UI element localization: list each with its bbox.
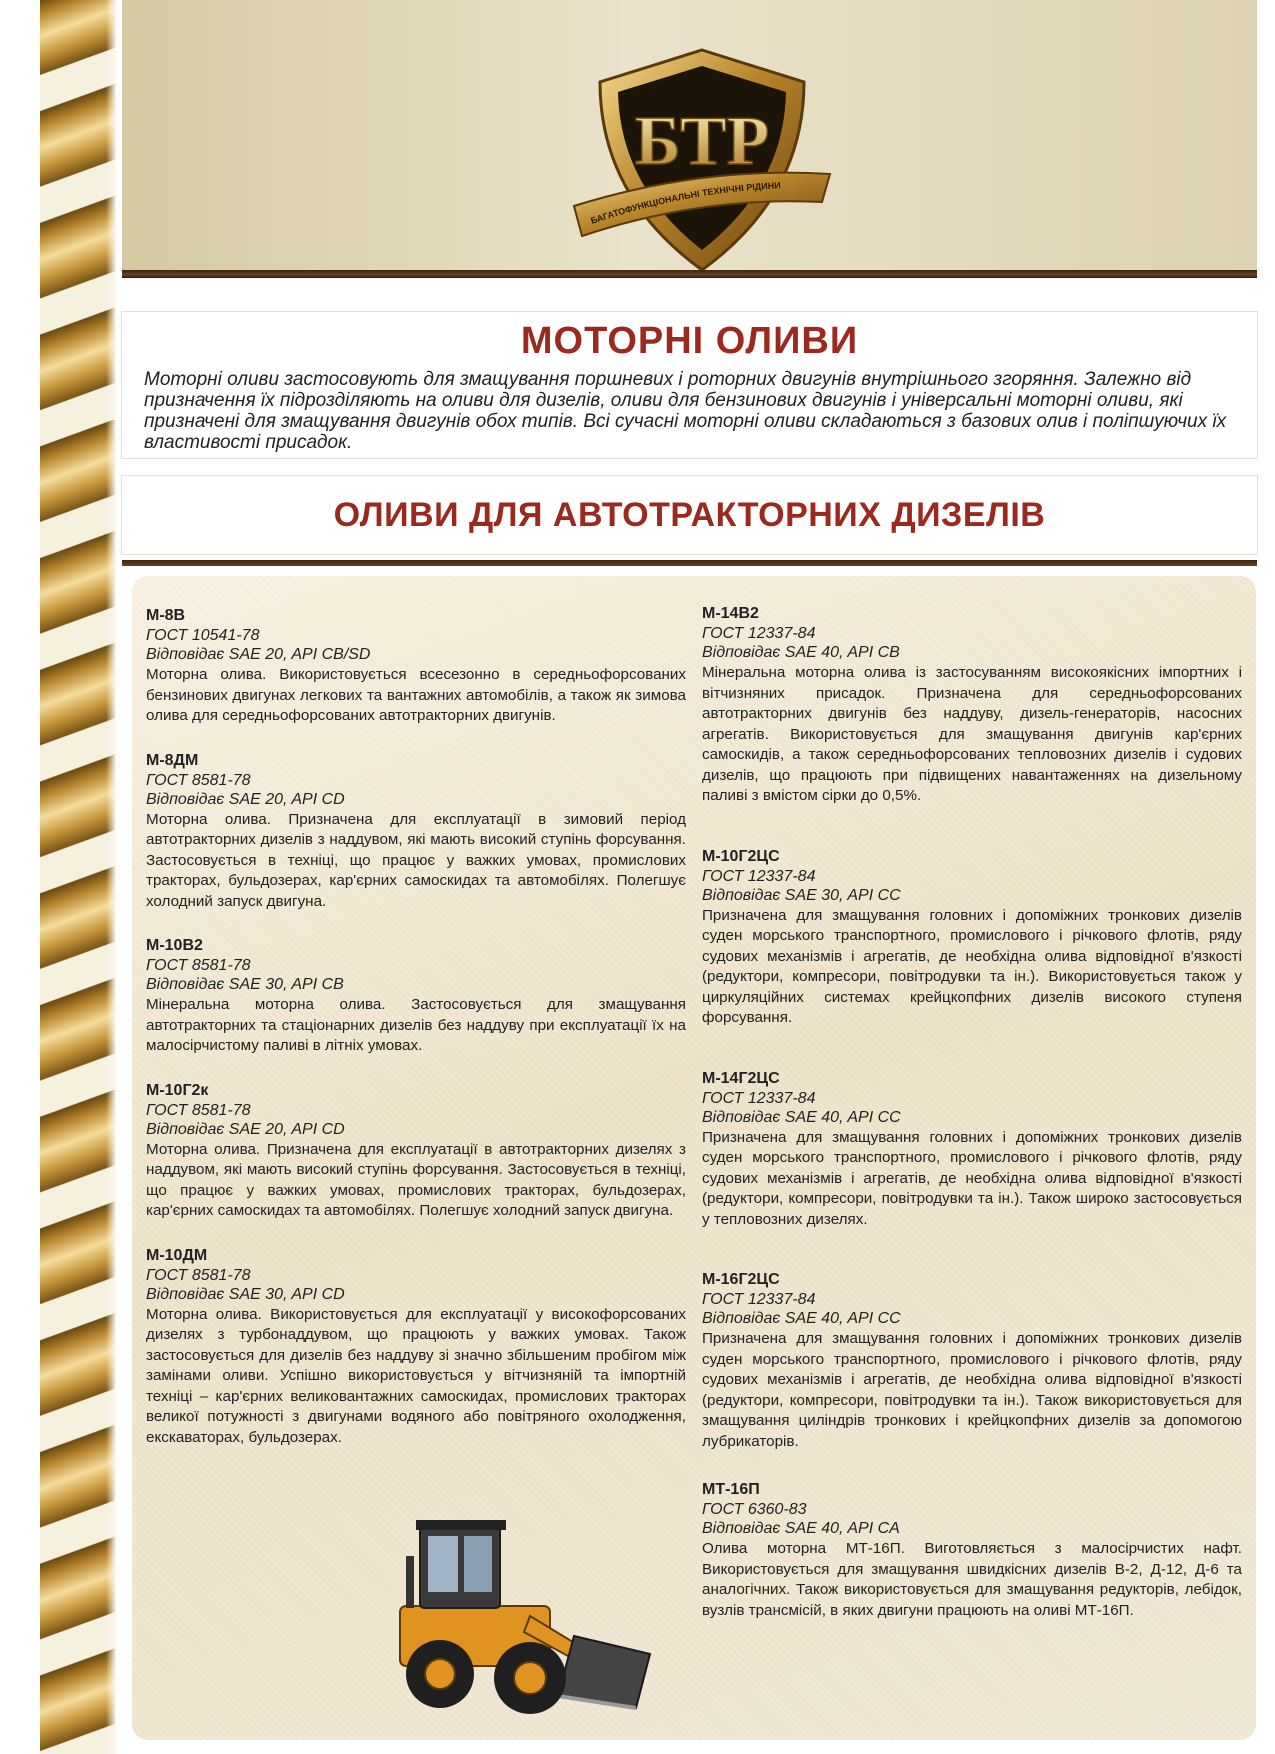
product-standard: ГОСТ 12337-84 bbox=[702, 1291, 816, 1308]
product-name: М-10ДМ bbox=[146, 1246, 208, 1264]
product-item bbox=[702, 1480, 1242, 1621]
product-spec: Відповідає SAE 20, API CD bbox=[146, 790, 345, 808]
product-description: Призначена для змащування головних і допоміжних тронкових дизелів суден морського транспортного, промислового і річкового флотів, ряду судових механізмів і агрегатів, де необхідна олива відповідної в'язкості (редуктори, компресори, повітродувки та ін.). Також використовується для змащування циліндрів тронкових і крейцкопфних дизелів за допомогою лубрикаторів. bbox=[702, 1330, 1242, 1450]
wheel-loader-illustration bbox=[360, 1486, 660, 1726]
product-standard: ГОСТ 6360-83 bbox=[702, 1501, 807, 1518]
product-standard: ГОСТ 8581-78 bbox=[146, 957, 251, 974]
product-description: Мінеральна моторна олива із застосуванням високоякісних імпортних і вітчизняних присадок. Призначена для середньофорсованих автотракторних двигунів без наддуву, дизель-генераторів, насосних агрегатів. Використовується для змащування двигунів кар'єрних самоскидів, а також середньофорсованих тепловозних дизелів і судових дизелів, що працюють при підвищених навантаженнях на дизельному паливі з вмістом сірки до 0,5%. bbox=[702, 664, 1242, 804]
product-name: М-16Г2ЦС bbox=[702, 1271, 780, 1288]
product-item bbox=[702, 604, 1242, 807]
product-name: М-10Г2к bbox=[146, 1081, 209, 1099]
decorative-gold-border bbox=[40, 0, 116, 1754]
product-item bbox=[146, 606, 686, 727]
product-item bbox=[146, 1081, 686, 1222]
header-divider bbox=[122, 270, 1257, 278]
product-spec: Відповідає SAE 20, API CB/SD bbox=[146, 646, 371, 663]
product-standard: ГОСТ 8581-78 bbox=[146, 1101, 251, 1119]
product-standard: ГОСТ 12337-84 bbox=[702, 625, 816, 642]
section-title: ОЛИВИ ДЛЯ АВТОТРАКТОРНИХ ДИЗЕЛІВ bbox=[333, 496, 1046, 534]
section-divider bbox=[122, 560, 1257, 566]
product-standard: ГОСТ 8581-78 bbox=[146, 771, 251, 789]
btr-logo bbox=[572, 46, 832, 278]
product-item bbox=[702, 847, 1242, 1029]
page-title: МОТОРНІ ОЛИВИ bbox=[520, 320, 859, 362]
product-description: Моторна олива. Використовується для експлуатації у високофорсованих дизелях з турбонаддувом, що працюють у важких умовах. Також застосовується для дизелів без наддуву зі значно збільшеним пробігом між замінами оливи. Успішно використовується у вітчизняній та імпортній техніці – кар'єрних великовантажних самоскидах, промислових тракторах великої потужності з двигунами водяного або повітряного охолодження, екскаваторах, бульдозерах. bbox=[146, 1305, 686, 1446]
logo-letters: БТР bbox=[634, 103, 770, 180]
products-column-right bbox=[702, 604, 1242, 1645]
product-name: М-8В bbox=[146, 607, 186, 624]
product-item bbox=[146, 751, 686, 913]
product-standard: ГОСТ 8581-78 bbox=[146, 1266, 251, 1284]
product-spec: Відповідає SAE 40, API CB bbox=[702, 644, 900, 661]
product-standard: ГОСТ 10541-78 bbox=[146, 627, 260, 644]
product-spec: Відповідає SAE 30, API CC bbox=[702, 886, 901, 904]
product-spec: Відповідає SAE 40, API CA bbox=[702, 1520, 900, 1537]
products-panel bbox=[132, 576, 1256, 1740]
product-spec: Відповідає SAE 40, API CC bbox=[702, 1310, 901, 1327]
product-standard: ГОСТ 12337-84 bbox=[702, 1089, 816, 1107]
product-name: М-10В2 bbox=[146, 937, 203, 954]
product-item bbox=[146, 936, 686, 1057]
product-name: М-8ДМ bbox=[146, 751, 199, 769]
product-spec: Відповідає SAE 30, API CB bbox=[146, 976, 344, 993]
product-item bbox=[146, 1246, 686, 1449]
product-description: Моторна олива. Використовується всесезонно в середньофорсованих бензинових двигунах легкових та вантажних автомобілів, а також як зимова олива для середньофорсованих автотракторних двигунів. bbox=[146, 666, 686, 724]
product-description: Олива моторна МТ-16П. Виготовляється з малосірчистих нафт. Використовується для змащування швидкісних дизелів В-2, Д-12, Д-6 та аналогічних. Також використовується для змащування редукторів, лебідок, вузлів трансмісій, в яких двигуни працюють на оливі МТ-16П. bbox=[702, 1540, 1242, 1619]
product-name: М-14Г2ЦС bbox=[702, 1069, 780, 1087]
product-standard: ГОСТ 12337-84 bbox=[702, 867, 816, 885]
product-spec: Відповідає SAE 20, API CD bbox=[146, 1120, 345, 1138]
section-band bbox=[122, 476, 1257, 554]
product-spec: Відповідає SAE 30, API CD bbox=[146, 1285, 345, 1303]
product-description: Моторна олива. Призначена для експлуатації в автотракторних дизелях з наддувом, які мають високий ступінь форсування. Застосовується в техніці, що працює у важких умовах, промислових тракторах, бульдозерах, кар'єрних самоскидах та автомобілях. Полегшує холодний запуск двигуна. bbox=[146, 1140, 686, 1219]
logo-ribbon-text: БАГАТОФУНКЦІОНАЛЬНІ ТЕХНІЧНІ РІДИНИ bbox=[589, 180, 781, 226]
product-description: Призначена для змащування головних і допоміжних тронкових дизелів суден морського транспортного, промислового і річкового флотів, ряду судових механізмів і агрегатів, де необхідна олива відповідної в'язкості (редуктори, компресори, повітродувки та ін.). Також широко застосовується у тепловозних дизелях. bbox=[702, 1128, 1242, 1228]
product-description: Моторна олива. Призначена для експлуатації в зимовий період автотракторних дизелів з наддувом, які мають високий ступінь форсування. Застосовується в техніці, що працює у важких умовах, промислових тракторах, бульдозерах, кар'єрних самоскидах та автомобілях. Полегшує холодний запуск двигуна. bbox=[146, 810, 686, 910]
product-item bbox=[702, 1270, 1242, 1452]
product-name: М-14В2 bbox=[702, 605, 759, 622]
product-description: Мінеральна моторна олива. Застосовується для змащування автотракторних та стаціонарних дизелів без наддуву при експлуатації їх на малосірчистому паливі в літніх умовах. bbox=[146, 996, 686, 1054]
product-item bbox=[702, 1069, 1242, 1231]
products-column-left bbox=[146, 606, 686, 1472]
product-spec: Відповідає SAE 40, API CC bbox=[702, 1108, 901, 1126]
title-band bbox=[122, 312, 1257, 458]
product-description: Призначена для змащування головних і допоміжних тронкових дизелів суден морського транспортного, промислового і річкового флотів, ряду судових механізмів і агрегатів, де необхідна олива відповідної в'язкості (редуктори, компресори, повітродувки та ін.). Використовується також у циркуляційних системах крейцкопфних дизелів високого ступеня форсування. bbox=[702, 906, 1242, 1026]
product-name: МТ-16П bbox=[702, 1481, 760, 1498]
intro-paragraph: Моторні оливи застосовують для змащування поршневих і роторних двигунів внутрішнього згоряння. Залежно від призначення їх підрозділяють на оливи для дизелів, оливи для бензинових двигунів і універсальні моторні оливи, які призначені для змащування двигунів обох типів. Всі сучасні моторні оливи складаються з базових олив і поліпшуючих їх властивості присадок. bbox=[144, 369, 1227, 453]
product-name: М-10Г2ЦС bbox=[702, 847, 780, 865]
